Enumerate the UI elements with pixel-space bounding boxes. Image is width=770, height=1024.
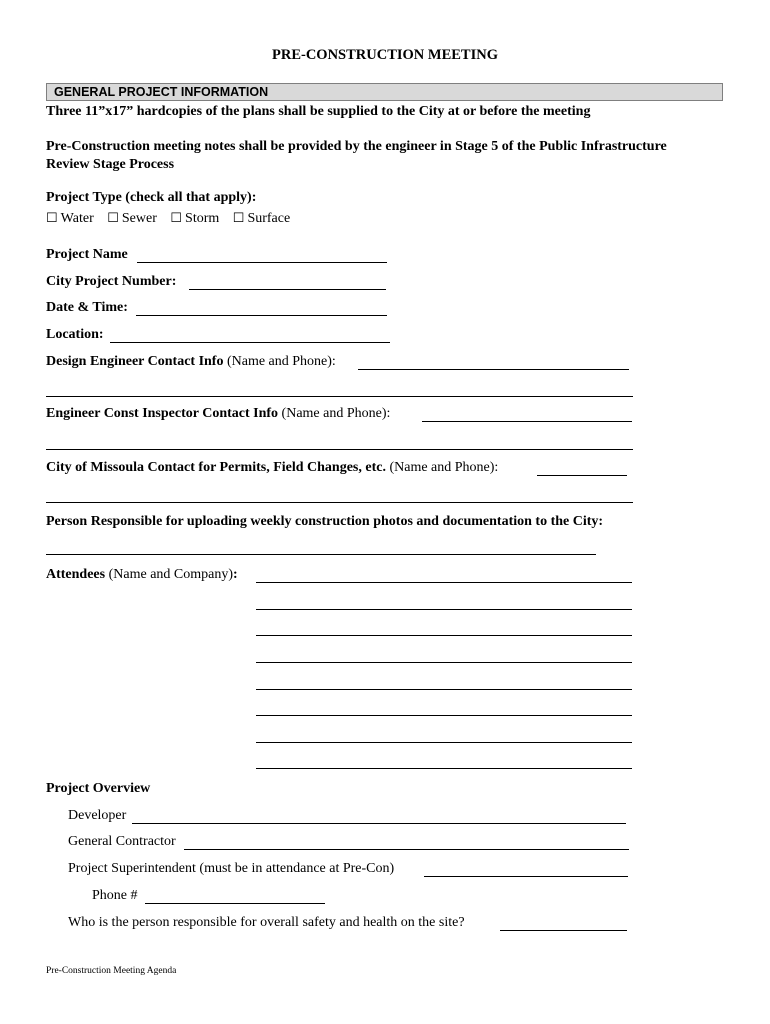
checkbox-water[interactable] xyxy=(46,211,94,226)
city-project-number-label: City Project Number: xyxy=(46,274,177,289)
project-name-field[interactable] xyxy=(137,262,387,263)
page-title: PRE-CONSTRUCTION MEETING xyxy=(272,47,498,63)
checkbox-icon: ☐ xyxy=(232,210,245,225)
attendee-line[interactable] xyxy=(256,689,632,690)
attendee-line[interactable] xyxy=(256,635,632,636)
page-footer: Pre-Construction Meeting Agenda xyxy=(46,966,177,976)
checkbox-icon: ☐ xyxy=(170,210,183,225)
attendee-line[interactable] xyxy=(256,768,632,769)
city-contact-field-line2[interactable] xyxy=(46,502,633,503)
checkbox-sewer-label: Sewer xyxy=(121,211,157,226)
inspector-field[interactable] xyxy=(422,421,632,422)
design-engineer-field[interactable] xyxy=(358,369,629,370)
superintendent-field[interactable] xyxy=(424,876,628,877)
checkbox-surface-label: Surface xyxy=(247,211,291,226)
checkbox-icon: ☐ xyxy=(107,210,119,225)
location-field[interactable] xyxy=(110,342,390,343)
developer-field[interactable] xyxy=(132,823,626,824)
attendee-line[interactable] xyxy=(256,715,632,716)
superintendent-label: Project Superintendent (must be in attendance at Pre-Con) xyxy=(68,861,395,876)
superintendent-phone-field[interactable] xyxy=(145,903,325,904)
attendee-line[interactable] xyxy=(256,742,632,743)
general-contractor-field[interactable] xyxy=(184,849,629,850)
safety-responsible-field[interactable] xyxy=(500,930,627,931)
section-header-general-project-information: GENERAL PROJECT INFORMATION xyxy=(46,83,723,101)
checkbox-storm[interactable] xyxy=(170,211,219,226)
checkbox-storm-label: Storm xyxy=(185,211,220,226)
city-contact-label: City of Missoula Contact for Permits, Field Changes, etc. (Name and Phone): xyxy=(46,460,499,475)
location-label: Location: xyxy=(46,327,104,342)
hardcopies-instruction: Three 11”x17” hardcopies of the plans shall be supplied to the City at or before the meeting xyxy=(46,104,591,119)
attendees-label: Attendees (Name and Company): xyxy=(46,567,238,582)
project-type-options xyxy=(46,210,300,227)
date-time-field[interactable] xyxy=(136,315,387,316)
inspector-label: Engineer Const Inspector Contact Info (Name and Phone): xyxy=(46,406,391,421)
photos-responsible-label: Person Responsible for uploading weekly construction photos and documentation to the City: xyxy=(46,514,604,529)
photos-responsible-field[interactable] xyxy=(46,554,596,555)
checkbox-water-label: Water xyxy=(60,211,94,226)
project-overview-heading: Project Overview xyxy=(46,781,151,796)
city-contact-field[interactable] xyxy=(537,475,627,476)
project-type-label: Project Type (check all that apply): xyxy=(46,190,257,205)
general-contractor-label: General Contractor xyxy=(68,834,176,849)
attendee-line[interactable] xyxy=(256,662,632,663)
checkbox-sewer[interactable] xyxy=(107,211,157,226)
design-engineer-label: Design Engineer Contact Info (Name and Phone): xyxy=(46,354,336,369)
meeting-notes-instruction-line2: Review Stage Process xyxy=(46,157,175,172)
inspector-field-line2[interactable] xyxy=(46,449,633,450)
attendee-line[interactable] xyxy=(256,582,632,583)
date-time-label: Date & Time: xyxy=(46,300,128,315)
city-project-number-field[interactable] xyxy=(189,289,386,290)
checkbox-icon: ☐ xyxy=(46,210,58,225)
safety-responsible-label: Who is the person responsible for overall safety and health on the site? xyxy=(68,915,465,930)
design-engineer-field-line2[interactable] xyxy=(46,396,633,397)
developer-label: Developer xyxy=(68,808,127,823)
meeting-notes-instruction-line1: Pre-Construction meeting notes shall be provided by the engineer in Stage 5 of the Public Infrastructure xyxy=(46,139,667,154)
attendee-line[interactable] xyxy=(256,609,632,610)
superintendent-phone-label: Phone # xyxy=(92,888,138,903)
project-name-label: Project Name xyxy=(46,247,128,262)
checkbox-surface[interactable] xyxy=(233,211,290,226)
